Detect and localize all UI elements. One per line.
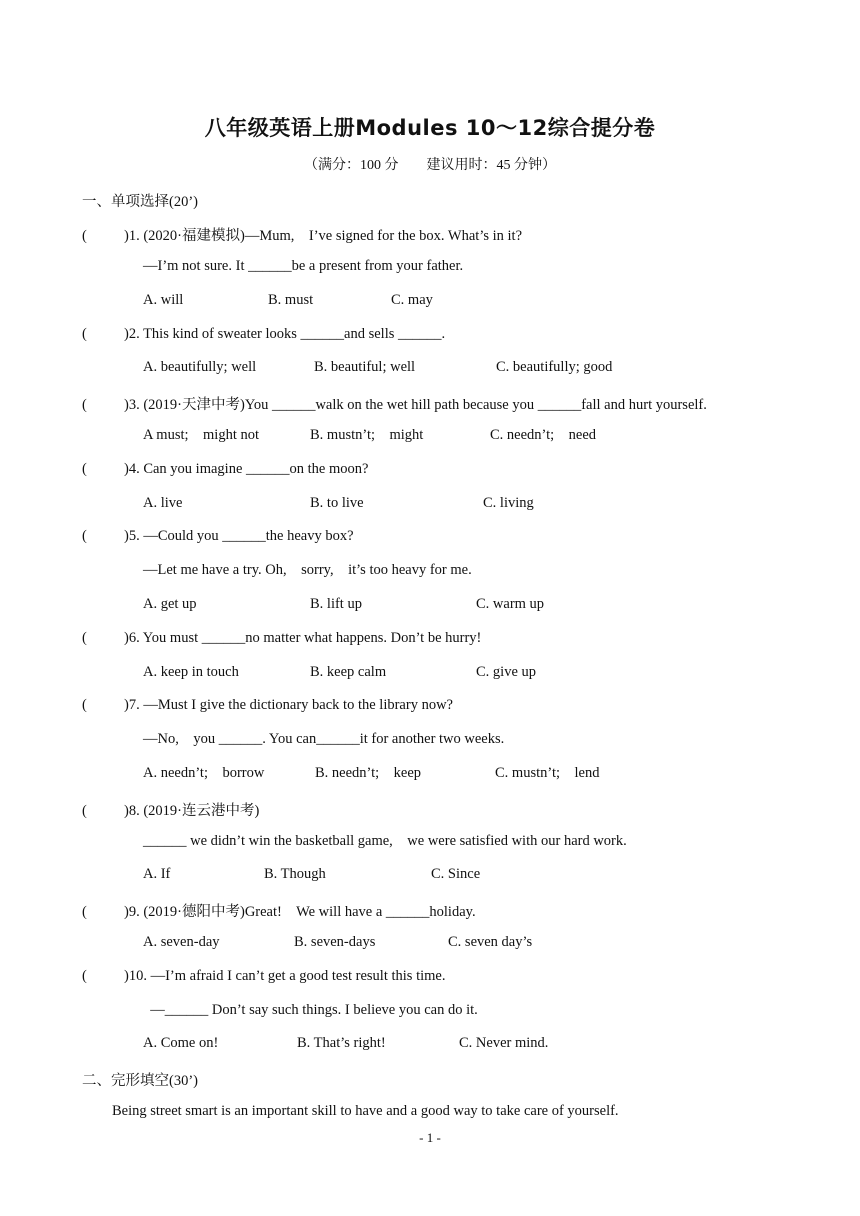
question-4 xyxy=(82,461,368,478)
answer-paren: ( xyxy=(82,461,87,477)
cloze-paragraph: Being street smart is an important skill to have and a good way to take care of yourself. xyxy=(112,1103,619,1119)
question-3 xyxy=(82,393,707,414)
question-4-option-c: C. living xyxy=(483,495,534,511)
answer-paren: ( xyxy=(82,397,87,413)
question-10-option-a: A. Come on! xyxy=(143,1035,219,1051)
question-2-option-a: A. beautifully; well xyxy=(143,359,257,375)
question-5-dialog: —Let me have a try. Oh, sorry, it’s too heavy for me. xyxy=(143,562,472,578)
question-1-option-a: A. will xyxy=(143,292,184,308)
page-number: - 1 - xyxy=(419,1130,441,1145)
question-text: )10. —I’m afraid I can’t get a good test result this time. xyxy=(124,968,446,984)
question-1-option-b: B. must xyxy=(268,292,314,308)
answer-paren: ( xyxy=(82,228,87,244)
question-10 xyxy=(82,968,445,985)
question-4-option-b: B. to live xyxy=(310,495,364,511)
question-8 xyxy=(82,799,259,820)
page-subtitle xyxy=(0,154,860,174)
question-1 xyxy=(82,224,522,245)
question-10-dialog: —______ Don’t say such things. I believe you can do it. xyxy=(143,1002,478,1018)
question-8-option-c: C. Since xyxy=(431,866,481,882)
question-1-option-c: C. may xyxy=(391,292,433,308)
question-6-option-c: C. give up xyxy=(476,664,537,680)
question-10-option-c: C. Never mind. xyxy=(459,1035,549,1051)
question-2-option-b: B. beautiful; well xyxy=(314,359,416,375)
question-2 xyxy=(82,326,445,343)
question-8-option-a: A. If xyxy=(143,866,171,882)
subtitle-time: 建议用时：45 分钟） xyxy=(426,158,556,173)
question-9 xyxy=(82,900,476,921)
question-text: )1. (2020·福建模拟)—Mum, I’ve signed for the box. What’s in it? xyxy=(124,228,523,244)
question-9-option-c: C. seven day’s xyxy=(448,934,533,950)
question-3-option-c: C. needn’t; need xyxy=(490,427,597,443)
question-6-option-a: A. keep in touch xyxy=(143,664,239,680)
question-8-sentence: ______ we didn’t win the basketball game, we were satisfied with our hard work. xyxy=(143,833,627,849)
question-text: )6. You must ______no matter what happens. Don’t be hurry! xyxy=(124,630,482,646)
answer-paren: ( xyxy=(82,904,87,920)
question-8-option-b: B. Though xyxy=(264,866,326,882)
question-6-option-b: B. keep calm xyxy=(310,664,387,680)
question-7-dialog: —No, you ______. You can______it for another two weeks. xyxy=(143,731,505,747)
answer-paren: ( xyxy=(82,968,87,984)
question-2-option-c: C. beautifully; good xyxy=(496,359,613,375)
question-text: )9. (2019·德阳中考)Great! We will have a ______holiday. xyxy=(124,904,476,920)
page-title: 八年级英语上册Modules 10～12综合提分卷 xyxy=(204,116,656,140)
question-5-option-a: A. get up xyxy=(143,596,197,612)
question-3-option-a: A must; might not xyxy=(143,427,260,443)
question-7-option-b: B. needn’t; keep xyxy=(315,765,422,781)
question-5-option-c: C. warm up xyxy=(476,596,545,612)
question-5-option-b: B. lift up xyxy=(310,596,362,612)
answer-paren: ( xyxy=(82,697,87,713)
answer-paren: ( xyxy=(82,528,87,544)
question-7-option-c: C. mustn’t; lend xyxy=(495,765,600,781)
question-9-option-b: B. seven-days xyxy=(294,934,376,950)
question-5 xyxy=(82,528,354,545)
question-7 xyxy=(82,697,453,714)
question-text: )7. —Must I give the dictionary back to the library now? xyxy=(124,697,453,713)
question-text: )3. (2019·天津中考)You ______walk on the wet hill path because you ______fall and hurt yourself. xyxy=(124,397,707,413)
question-1-dialog: —I’m not sure. It ______be a present from your father. xyxy=(143,258,464,274)
question-3-option-b: B. mustn’t; might xyxy=(310,427,424,443)
question-text: )2. This kind of sweater looks ______and sells ______. xyxy=(124,326,446,342)
question-6 xyxy=(82,630,481,647)
answer-paren: ( xyxy=(82,803,87,819)
question-text: )8. (2019·连云港中考) xyxy=(124,803,260,819)
question-10-option-b: B. That’s right! xyxy=(297,1035,386,1051)
section-heading-2: 二、完形填空(30’) xyxy=(82,1073,198,1089)
section-heading-1: 一、单项选择(20’) xyxy=(82,194,198,210)
answer-paren: ( xyxy=(82,630,87,646)
subtitle-score: （满分：100 分 xyxy=(304,158,399,173)
question-text: )4. Can you imagine ______on the moon? xyxy=(124,461,369,477)
question-text: )5. —Could you ______the heavy box? xyxy=(124,528,354,544)
question-7-option-a: A. needn’t; borrow xyxy=(143,765,265,781)
question-9-option-a: A. seven-day xyxy=(143,934,220,950)
answer-paren: ( xyxy=(82,326,87,342)
question-4-option-a: A. live xyxy=(143,495,183,511)
